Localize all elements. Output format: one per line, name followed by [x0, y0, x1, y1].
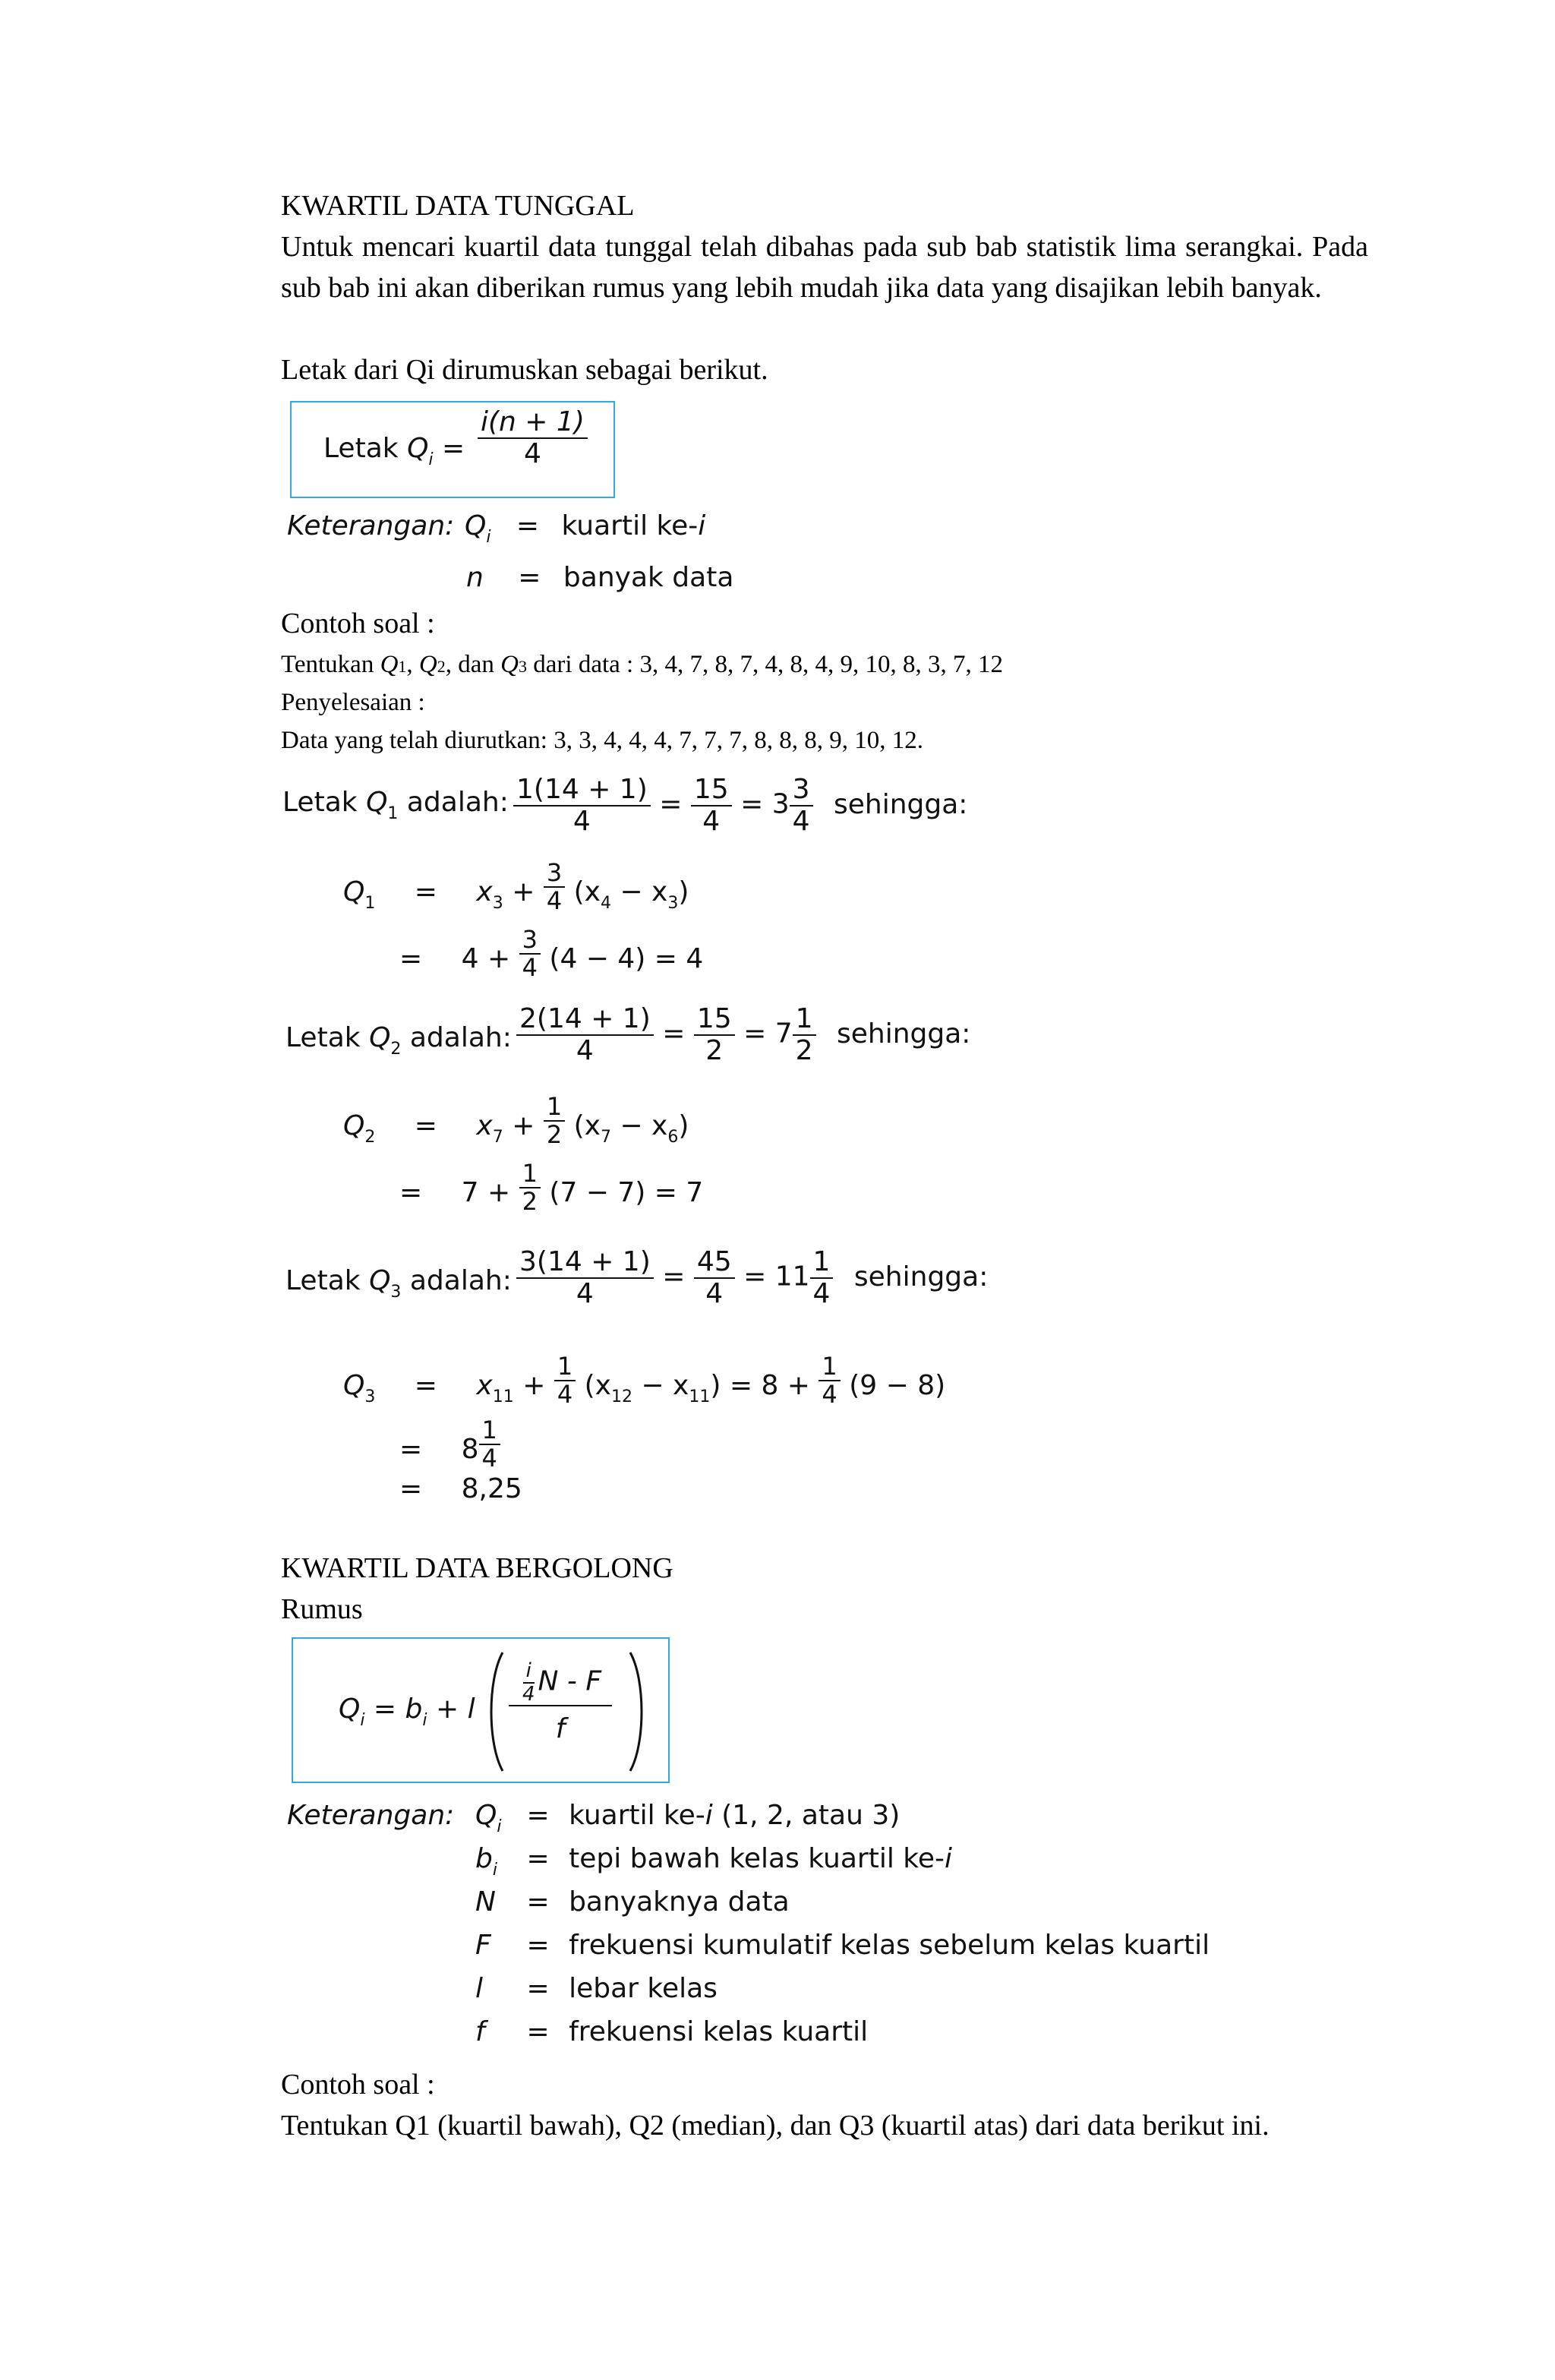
- equals-sign: =: [740, 788, 764, 820]
- adalah-word: adalah:: [409, 1022, 512, 1053]
- plus-l: + l: [435, 1693, 475, 1725]
- q1-line2: [399, 925, 704, 987]
- question-sep: , dan: [445, 651, 501, 678]
- result-value: 8,25: [461, 1473, 522, 1504]
- fraction-denominator: 4: [481, 1444, 497, 1473]
- keterangan-equals: =: [518, 562, 541, 593]
- q2-letak-fractions: [516, 1004, 970, 1065]
- fraction-denominator: 4: [546, 886, 563, 916]
- fraction-denominator: 2: [705, 1034, 724, 1066]
- paren-open: (x: [573, 876, 601, 908]
- q3-line3: [399, 1473, 522, 1504]
- keterangan-symbol: Q: [465, 510, 487, 541]
- fraction-denominator: 4: [576, 1034, 594, 1066]
- keterangan-label: Keterangan:: [287, 1800, 455, 1831]
- q1-letak-fractions: [513, 775, 967, 836]
- equals-sign: =: [662, 1018, 686, 1050]
- sehingga-word: sehingga:: [853, 1261, 989, 1293]
- fraction-denominator: 4: [576, 1277, 594, 1309]
- rumus-formula-box: [292, 1637, 670, 1783]
- line-start: 4 +: [461, 943, 511, 975]
- q1-letak-line: Letak $Q_1$ adalah:: [282, 787, 509, 823]
- x-sub: 3: [667, 894, 679, 914]
- keterangan-row: [475, 1886, 1210, 1930]
- letak-formula-box: [290, 401, 615, 498]
- equals-sign: =: [743, 1261, 767, 1293]
- fraction-denominator: 4: [792, 805, 810, 837]
- x-symbol: x: [476, 876, 493, 908]
- x-symbol: x: [476, 1370, 493, 1402]
- x-sub: 7: [492, 1128, 503, 1147]
- fraction-numerator: 1: [544, 1094, 565, 1122]
- paren-close: ): [678, 1110, 689, 1142]
- fraction-numerator: 3: [519, 926, 541, 955]
- q-symbol: Q: [339, 1693, 361, 1725]
- keterangan-desc: frekuensi kelas kuartil: [569, 2016, 869, 2047]
- x-sub: 4: [600, 894, 611, 914]
- fraction-denominator: 4: [705, 1277, 724, 1309]
- question-sep: ,: [406, 651, 419, 678]
- x-sub: 3: [492, 894, 503, 914]
- q3-line1: $Q_3 = x_{11}$ + $\frac{1}{4}$ $(x_{12} - x_{11}) = 8$ + $\frac{1}{4}$ (9 − 8): [343, 1352, 946, 1409]
- keterangan-symbol: Q: [475, 1800, 497, 1831]
- q3-line2: [399, 1416, 500, 1478]
- letak-word: Letak: [282, 787, 358, 818]
- fraction-numerator: 3: [544, 860, 565, 888]
- keterangan-desc: kuartil ke-: [561, 510, 699, 541]
- equals-sign: =: [399, 1473, 423, 1504]
- keterangan-symbol: b: [475, 1843, 493, 1874]
- keterangan-row: [475, 1973, 1210, 2016]
- inner-numerator-rest: N - F: [538, 1665, 602, 1697]
- q2-letak-line: Letak $Q_2$ adalah:: [285, 1022, 512, 1059]
- line-end: (9 − 8): [849, 1370, 946, 1402]
- fraction-numerator: 1(14 + 1): [513, 775, 651, 806]
- letak-word: Letak: [285, 1265, 361, 1296]
- paren-open: (x: [573, 1110, 601, 1142]
- keterangan-equals: =: [516, 510, 540, 541]
- fraction-numerator: i: [523, 1660, 535, 1684]
- equals-sign: =: [414, 1110, 437, 1142]
- equals-sign: =: [399, 1177, 423, 1209]
- q1-line1: $Q_1 = x_3$ + $\frac{3}{4}$ $(x_4 - x_3)$: [343, 858, 689, 916]
- keterangan-row: [475, 1930, 1210, 1973]
- line-end: (4 − 4) = 4: [549, 943, 704, 975]
- q-symbol: Q: [366, 787, 388, 818]
- keterangan-symbol: n: [466, 562, 484, 593]
- fraction-denominator: 4: [812, 1277, 831, 1309]
- fraction-denominator: 4: [702, 805, 721, 837]
- contoh-soal-label-2: Contoh soal :: [281, 2069, 435, 2101]
- adalah-word: adalah:: [406, 787, 509, 818]
- equals-sign: =: [662, 1261, 686, 1293]
- minus-x: − x: [632, 1370, 689, 1402]
- fraction-denominator: 4: [522, 1682, 535, 1706]
- left-paren-icon: [483, 1649, 506, 1774]
- paren-open: (x: [584, 1370, 611, 1402]
- equals-sign: =: [399, 1434, 423, 1466]
- keterangan-subscript: i: [497, 1817, 502, 1836]
- sorted-data-text: Data yang telah diurutkan: 3, 3, 4, 4, 4, 7, 7, 7, 8, 8, 8, 9, 10, 12.: [281, 727, 923, 754]
- q1-sub: 1: [398, 657, 407, 676]
- keterangan-list: [475, 1800, 1210, 2060]
- inner-denominator: f: [555, 1713, 566, 1745]
- x-symbol: x: [476, 1110, 493, 1142]
- mixed-whole: 7: [774, 1018, 793, 1050]
- paren-close: ): [678, 876, 689, 908]
- fraction-denominator: 4: [822, 1380, 837, 1409]
- mixed-whole: 11: [774, 1261, 810, 1293]
- letak-denominator: 4: [523, 437, 541, 469]
- keterangan-equals: =: [526, 2016, 550, 2047]
- keterangan-subscript: i: [492, 1861, 497, 1880]
- right-paren-icon: [627, 1649, 650, 1774]
- equals-sign: =: [659, 788, 683, 820]
- keterangan-equals: =: [526, 1973, 550, 2004]
- mixed-whole: 8: [461, 1434, 479, 1466]
- letak-label: Letak: [323, 433, 399, 464]
- fraction-numerator: 3: [790, 775, 813, 806]
- q2-line2: [399, 1159, 704, 1221]
- keterangan-row: [475, 2016, 1210, 2060]
- keterangan-desc: tepi bawah kelas kuartil ke-: [569, 1843, 945, 1874]
- equals-sign: =: [399, 943, 423, 975]
- plus-sign: +: [512, 876, 535, 908]
- fraction-denominator: 4: [522, 953, 538, 983]
- line-start: 7 +: [461, 1177, 511, 1209]
- q3-letak-line: Letak $Q_3$ adalah:: [285, 1265, 512, 1302]
- adalah-word: adalah:: [409, 1265, 512, 1296]
- equals-sign: =: [743, 1018, 767, 1050]
- equals-sign: =: [414, 876, 437, 908]
- b-subscript: i: [422, 1711, 427, 1730]
- q1-symbol: Q: [380, 651, 399, 678]
- fraction-denominator: 4: [572, 805, 591, 837]
- fraction-denominator: 4: [557, 1380, 573, 1409]
- fraction-numerator: 15: [691, 775, 732, 806]
- keterangan-symbol: l: [475, 1973, 484, 2004]
- mixed-whole: 3: [771, 788, 790, 820]
- keterangan-equals: =: [526, 1930, 550, 1961]
- x-sub: 6: [667, 1128, 679, 1147]
- sehingga-word: sehingga:: [834, 788, 968, 820]
- q-symbol: Q: [407, 433, 429, 464]
- keterangan-desc: frekuensi kumulatif kelas sebelum kelas kuartil: [569, 1930, 1210, 1961]
- section-heading-kwartil-data-bergolong: KWARTIL DATA BERGOLONG: [281, 1552, 673, 1584]
- q2-symbol: Q: [418, 651, 437, 678]
- fraction-numerator: 1: [554, 1353, 576, 1381]
- equals-sign: =: [414, 1370, 437, 1402]
- keterangan-desc: banyaknya data: [569, 1886, 790, 1918]
- plus-sign: +: [512, 1110, 535, 1142]
- keterangan-desc-tail: (1, 2, atau 3): [712, 1800, 901, 1831]
- keterangan-label: Keterangan:: [287, 510, 455, 541]
- penyelesaian-label: Penyelesaian :: [281, 689, 425, 716]
- keterangan-symbol: F: [475, 1930, 491, 1961]
- paren-close: ) = 8 +: [710, 1370, 810, 1402]
- x-sub: 7: [600, 1128, 611, 1147]
- question-prefix: Tentukan: [281, 651, 380, 678]
- question-text-2: Tentukan Q1 (kuartil bawah), Q2 (median), dan Q3 (kuartil atas) dari data berikut ini.: [281, 2110, 1270, 2142]
- keterangan-subscript: i: [486, 528, 491, 547]
- keterangan-desc-italic: i: [944, 1843, 952, 1874]
- question-text: [281, 646, 1003, 686]
- fraction-denominator: 2: [522, 1187, 538, 1217]
- plus-sign: +: [522, 1370, 546, 1402]
- x-sub: 11: [689, 1387, 711, 1407]
- equals-sign: =: [441, 433, 465, 464]
- fraction-numerator: 1: [479, 1417, 500, 1445]
- fraction-numerator: 15: [694, 1004, 735, 1036]
- x-sub: 11: [492, 1387, 514, 1407]
- keterangan-desc: banyak data: [563, 562, 734, 593]
- fraction-numerator: 2(14 + 1): [516, 1004, 654, 1036]
- keterangan-desc: lebar kelas: [569, 1973, 718, 2004]
- fraction-numerator: 45: [694, 1247, 735, 1279]
- section-heading-kwartil-data-tunggal: KWARTIL DATA TUNGGAL: [281, 190, 635, 222]
- q-subscript: i: [360, 1711, 365, 1730]
- contoh-soal-label: Contoh soal :: [281, 608, 435, 639]
- letak-intro-text: Letak dari Qi dirumuskan sebagai berikut.: [281, 354, 768, 386]
- keterangan-desc: kuartil ke-: [569, 1800, 705, 1831]
- fraction-numerator: 3(14 + 1): [516, 1247, 654, 1279]
- q3-letak-fractions: [516, 1247, 988, 1308]
- q3-sub: 3: [519, 657, 528, 676]
- sehingga-word: sehingga:: [837, 1018, 971, 1050]
- q3-symbol: Q: [500, 651, 519, 678]
- keterangan-equals: =: [526, 1886, 550, 1918]
- x-sub: 12: [610, 1387, 632, 1407]
- keterangan-row-n: [466, 562, 733, 593]
- question-data: dari data : 3, 4, 7, 8, 7, 4, 8, 4, 9, 10, 8, 3, 7, 12: [527, 651, 1003, 678]
- fraction-denominator: 2: [546, 1120, 563, 1150]
- minus-x: − x: [610, 1110, 668, 1142]
- q2-line1: $Q_2 = x_7$ + $\frac{1}{2}$ $(x_7 - x_6)$: [343, 1092, 689, 1150]
- fraction-numerator: 1: [793, 1004, 816, 1036]
- line-end: (7 − 7) = 7: [549, 1177, 704, 1209]
- keterangan-equals: =: [526, 1800, 550, 1831]
- fraction-numerator: 1: [810, 1247, 834, 1279]
- minus-x: − x: [610, 876, 668, 908]
- letak-numerator: i(n + 1): [478, 407, 588, 439]
- q-subscript: i: [428, 450, 434, 469]
- keterangan-desc-italic: i: [705, 1800, 713, 1831]
- fraction-denominator: 2: [795, 1034, 813, 1066]
- keterangan-row: [475, 1800, 1210, 1843]
- fraction-numerator: 1: [519, 1160, 541, 1188]
- keterangan-row-qi: [465, 510, 706, 547]
- q2-sub: 2: [437, 657, 446, 676]
- keterangan-symbol: f: [475, 2016, 485, 2047]
- keterangan-equals: =: [526, 1843, 550, 1874]
- equals-b: = b: [373, 1693, 423, 1725]
- intro-paragraph: Untuk mencari kuartil data tunggal telah dibahas pada sub bab statistik lima serangkai. Pada sub bab ini akan diberikan rumus yang lebih mudah jika data yang disajikan lebih banyak.: [281, 231, 1368, 304]
- rumus-label: Rumus: [281, 1593, 363, 1625]
- letak-word: Letak: [285, 1022, 361, 1053]
- keterangan-symbol: N: [475, 1886, 496, 1918]
- keterangan-desc-italic: i: [698, 510, 706, 541]
- keterangan-row: [475, 1843, 1210, 1886]
- fraction-numerator: 1: [819, 1353, 840, 1381]
